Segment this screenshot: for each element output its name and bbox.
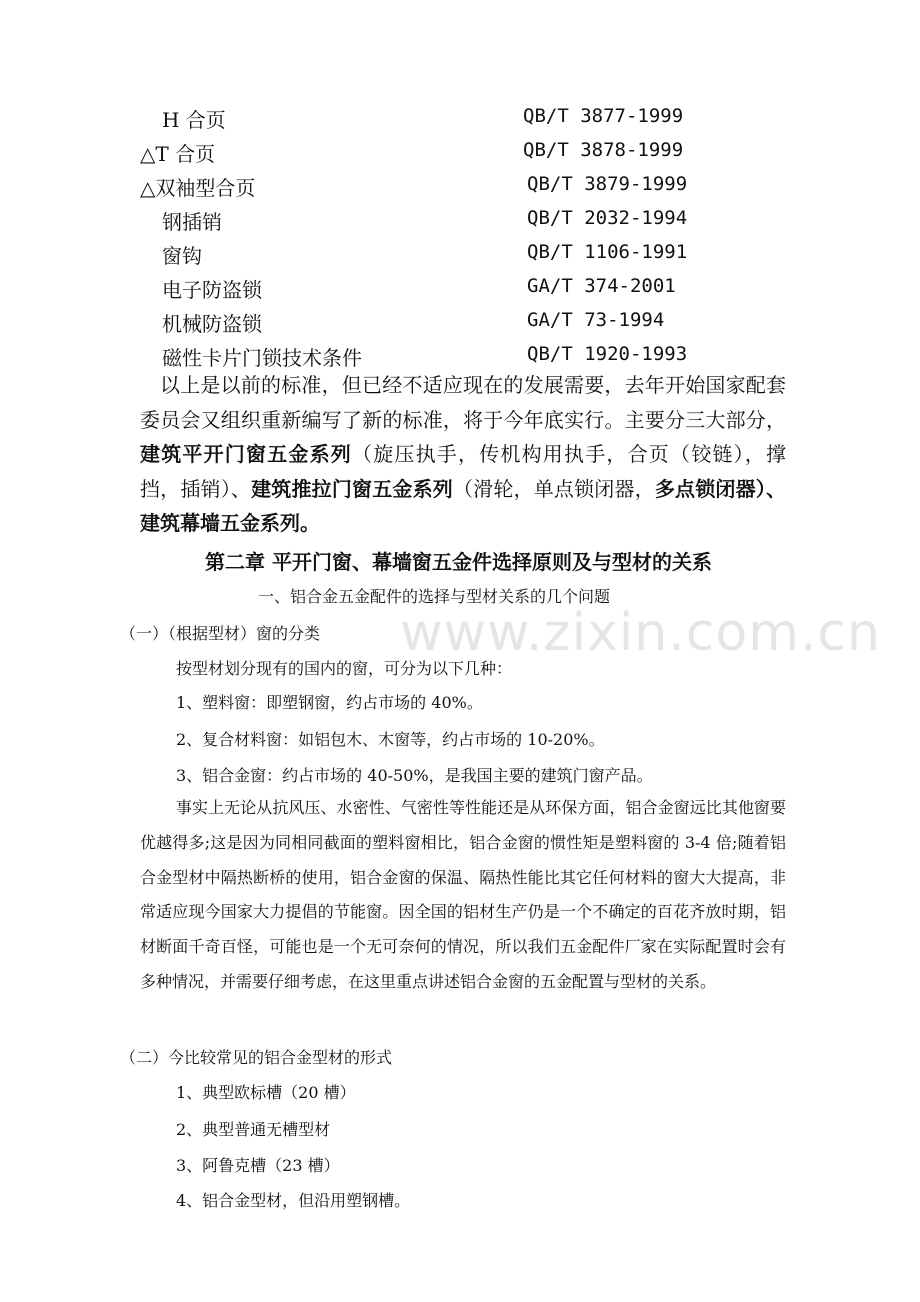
standard-name: 电子防盗锁 [162, 278, 262, 302]
standard-name: △T 合页 [140, 142, 216, 166]
intro-paragraph [140, 368, 786, 541]
standard-code: QB/T 3879-1999 [527, 173, 688, 195]
chapter-title: 第二章 平开门窗、幕墙窗五金件选择原则及与型材的关系 [205, 550, 712, 574]
standard-code: QB/T 3877-1999 [523, 105, 684, 127]
standard-name: 钢插销 [162, 210, 222, 234]
standard-name: 窗钩 [162, 244, 202, 268]
list-item: 2、典型普通无槽型材 [176, 1120, 331, 1139]
standard-name: 磁性卡片门锁技术条件 [162, 346, 362, 370]
intro-bold-text: 建筑推拉门窗五金系列 [251, 476, 453, 501]
standard-code: GA/T 73-1994 [527, 309, 665, 331]
list-item: 按型材划分现有的国内的窗，可分为以下几种： [176, 659, 513, 678]
list-item: 2、复合材料窗：如铝包木、木窗等，约占市场的 10-20%。 [176, 730, 605, 749]
standard-code: GA/T 374-2001 [527, 275, 676, 297]
standard-name: H 合页 [162, 108, 226, 132]
intro-bold-text: 多点锁闭器）、建筑幕墙五金系列。 [140, 476, 786, 535]
standard-name: △双袖型合页 [140, 176, 256, 200]
intro-bold-text: 建筑平开门窗五金系列 [140, 442, 352, 466]
subsection-heading: （二）今比较常见的铝合金型材的形式 [120, 1048, 393, 1067]
standard-code: QB/T 2032-1994 [527, 207, 688, 229]
watermark: www.zixin.com.cn [400, 603, 881, 663]
list-item: 4、铝合金型材，但沿用塑钢槽。 [176, 1191, 411, 1210]
list-item: 3、铝合金窗：约占市场的 40-50%，是我国主要的建筑门窗产品。 [176, 766, 653, 785]
standard-code: QB/T 1106-1991 [527, 241, 688, 263]
subsection-heading: （一）（根据型材）窗的分类 [120, 624, 321, 643]
intro-text: （旋压执手，传机构用执手，合页（铰链），撑挡，插销）、 [140, 442, 786, 501]
list-item: 1、塑料窗：即塑钢窗，约占市场的 40%。 [176, 693, 483, 712]
standard-code: QB/T 1920-1993 [527, 343, 688, 365]
list-item: 3、阿鲁克槽（23 槽） [176, 1156, 340, 1175]
body-paragraph: 事实上无论从抗风压、水密性、气密性等性能还是从环保方面，铝合金窗远比其他窗要优越得多;这是因为同相同截面的塑料窗相比，铝合金窗的惯性矩是塑料窗的 3-4 倍;随着铝合金型材中隔热断桥的使用，铝合金窗的保温、隔热性能比其它任何材料的窗大大提高，非常适应现今国家大力提倡的节能窗。因全国的铝材生产仍是一个不确定的百花齐放时期，铝材断面千奇百怪，可能也是一个无可奈何的情况，所以我们五金配件厂家在实际配置时会有多种情况，并需要仔细考虑，在这里重点讲述铝合金窗的五金配置与型材的关系。 [140, 798, 786, 991]
intro-text: （滑轮，单点锁闭器， [453, 476, 655, 501]
standard-name: 机械防盗锁 [162, 312, 262, 336]
standard-code: QB/T 3878-1999 [523, 139, 684, 161]
list-item: 1、典型欧标槽（20 槽） [176, 1083, 356, 1102]
section-title: 一、铝合金五金配件的选择与型材关系的几个问题 [258, 587, 611, 606]
intro-text: 以上是以前的标准，但已经不适应现在的发展需要，去年开始国家配套委员会又组织重新编写了新的标准，将于今年底实行。主要分三大部分， [140, 373, 786, 432]
